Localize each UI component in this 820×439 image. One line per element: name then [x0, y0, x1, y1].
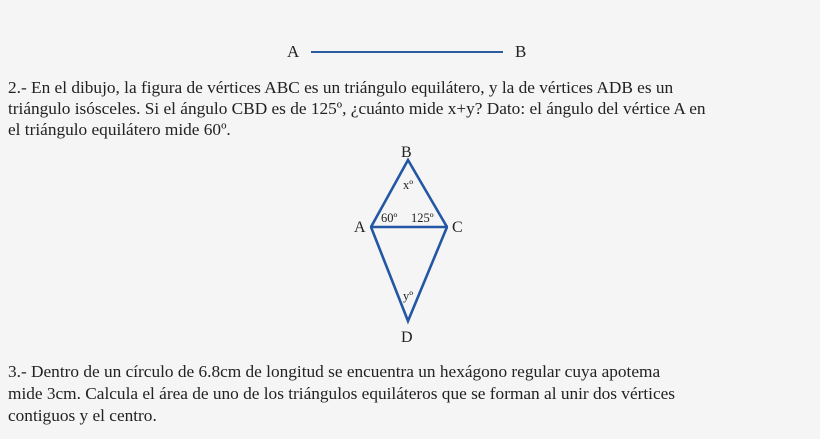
segment-label-b: B — [515, 42, 527, 61]
vertex-label-d: D — [401, 329, 413, 346]
vertex-label-b: B — [401, 144, 412, 161]
problem-2-line-2: triángulo isósceles. Si el ángulo CBD es de 125º, ¿cuánto mide x+y? Dato: el ángulo del vértice A en — [8, 99, 706, 118]
problem-2-line-3: el triángulo equilátero mide 60º. — [8, 120, 231, 139]
angle-label-y: yº — [403, 289, 414, 303]
problem-3-line-3: contiguos y el centro. — [8, 406, 157, 425]
problem-2-line-1: 2.- En el dibujo, la figura de vértices ABC es un triángulo equilátero, y la de vértices ADB es un — [8, 78, 674, 97]
angle-label-60: 60º — [381, 211, 398, 225]
vertex-label-a: A — [354, 219, 366, 236]
segment-label-a: A — [287, 42, 300, 61]
angle-label-x: xº — [403, 178, 414, 192]
problem-3-line-2: mide 3cm. Calcula el área de uno de los triángulos equiláteros que se forman al unir dos vértices — [8, 384, 676, 403]
problem-3-line-1: 3.- Dentro de un círculo de 6.8cm de longitud se encuentra un hexágono regular cuya apotema — [8, 362, 661, 381]
angle-label-125: 125º — [411, 211, 434, 225]
vertex-label-c: C — [452, 219, 463, 236]
